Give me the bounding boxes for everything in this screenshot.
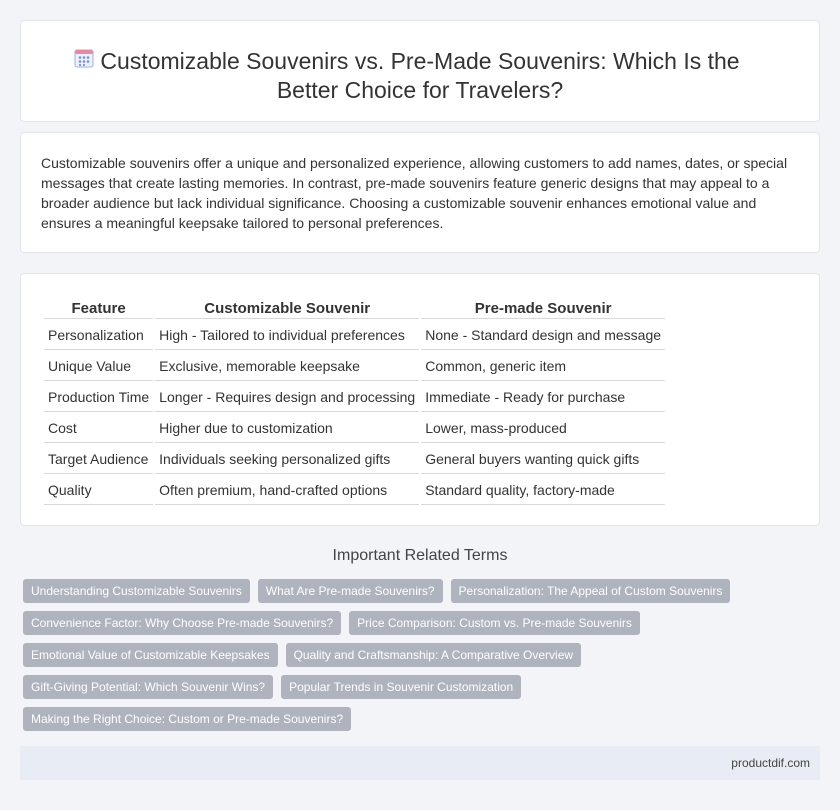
table-header-row <box>44 298 665 319</box>
related-term-link[interactable]: Convenience Factor: Why Choose Pre-made Souvenirs? <box>23 611 341 635</box>
table-cell: Lower, mass-produced <box>421 414 665 443</box>
table-cell: Personalization <box>44 321 153 350</box>
related-terms-list <box>23 579 783 739</box>
table-row <box>44 352 665 381</box>
table-row <box>44 445 665 474</box>
table-row <box>44 383 665 412</box>
related-term-link[interactable]: What Are Pre-made Souvenirs? <box>258 579 443 603</box>
page-title: Customizable Souvenirs vs. Pre-Made Souvenirs: Which Is the Better Choice for Travelers? <box>100 48 740 103</box>
tag-row <box>23 675 783 699</box>
related-term-link[interactable]: Price Comparison: Custom vs. Pre-made Souvenirs <box>349 611 640 635</box>
table-cell: Standard quality, factory-made <box>421 476 665 505</box>
header-card <box>20 20 820 122</box>
related-term-link[interactable]: Understanding Customizable Souvenirs <box>23 579 250 603</box>
tag-row <box>23 611 783 635</box>
footer-site-name: productdif.com <box>731 756 810 770</box>
header-premade: Pre-made Souvenir <box>421 298 665 319</box>
intro-paragraph: Customizable souvenirs offer a unique and personalized experience, allowing customers to add names, dates, or special messages that create lasting memories. In contrast, pre-made souvenirs feature generic designs that may appeal to a broader audience but lack individual significance. Choosing a customizable souvenir enhances emotional value and ensures a meaningful keepsake tailored to personal preferences. <box>41 155 788 231</box>
table-cell: High - Tailored to individual preferences <box>155 321 419 350</box>
related-term-link[interactable]: Making the Right Choice: Custom or Pre-made Souvenirs? <box>23 707 351 731</box>
table-cell: Individuals seeking personalized gifts <box>155 445 419 474</box>
tag-row <box>23 707 783 731</box>
tag-row <box>23 643 783 667</box>
header-feature: Feature <box>44 298 153 319</box>
table-cell: Longer - Requires design and processing <box>155 383 419 412</box>
related-terms-title: Important Related Terms <box>332 547 508 564</box>
table-cell: Production Time <box>44 383 153 412</box>
table-cell: Unique Value <box>44 352 153 381</box>
tag-row <box>23 579 783 603</box>
footer <box>20 746 820 780</box>
comparison-card <box>20 273 820 526</box>
related-term-link[interactable]: Quality and Craftsmanship: A Comparative Overview <box>286 643 581 667</box>
table-cell: General buyers wanting quick gifts <box>421 445 665 474</box>
intro-card <box>20 132 820 253</box>
related-term-link[interactable]: Emotional Value of Customizable Keepsakes <box>23 643 278 667</box>
related-term-link[interactable]: Popular Trends in Souvenir Customization <box>281 675 521 699</box>
table-cell: Often premium, hand-crafted options <box>155 476 419 505</box>
table-row <box>44 414 665 443</box>
table-cell: None - Standard design and message <box>421 321 665 350</box>
table-cell: Common, generic item <box>421 352 665 381</box>
table-cell: Immediate - Ready for purchase <box>421 383 665 412</box>
table-cell: Quality <box>44 476 153 505</box>
table-cell: Higher due to customization <box>155 414 419 443</box>
table-row <box>44 321 665 350</box>
table-row <box>44 476 665 505</box>
table-cell: Target Audience <box>44 445 153 474</box>
header-customizable: Customizable Souvenir <box>155 298 419 319</box>
comparison-table <box>42 296 667 507</box>
table-cell: Exclusive, memorable keepsake <box>155 352 419 381</box>
related-term-link[interactable]: Personalization: The Appeal of Custom Souvenirs <box>451 579 731 603</box>
table-cell: Cost <box>44 414 153 443</box>
related-term-link[interactable]: Gift-Giving Potential: Which Souvenir Wins? <box>23 675 273 699</box>
